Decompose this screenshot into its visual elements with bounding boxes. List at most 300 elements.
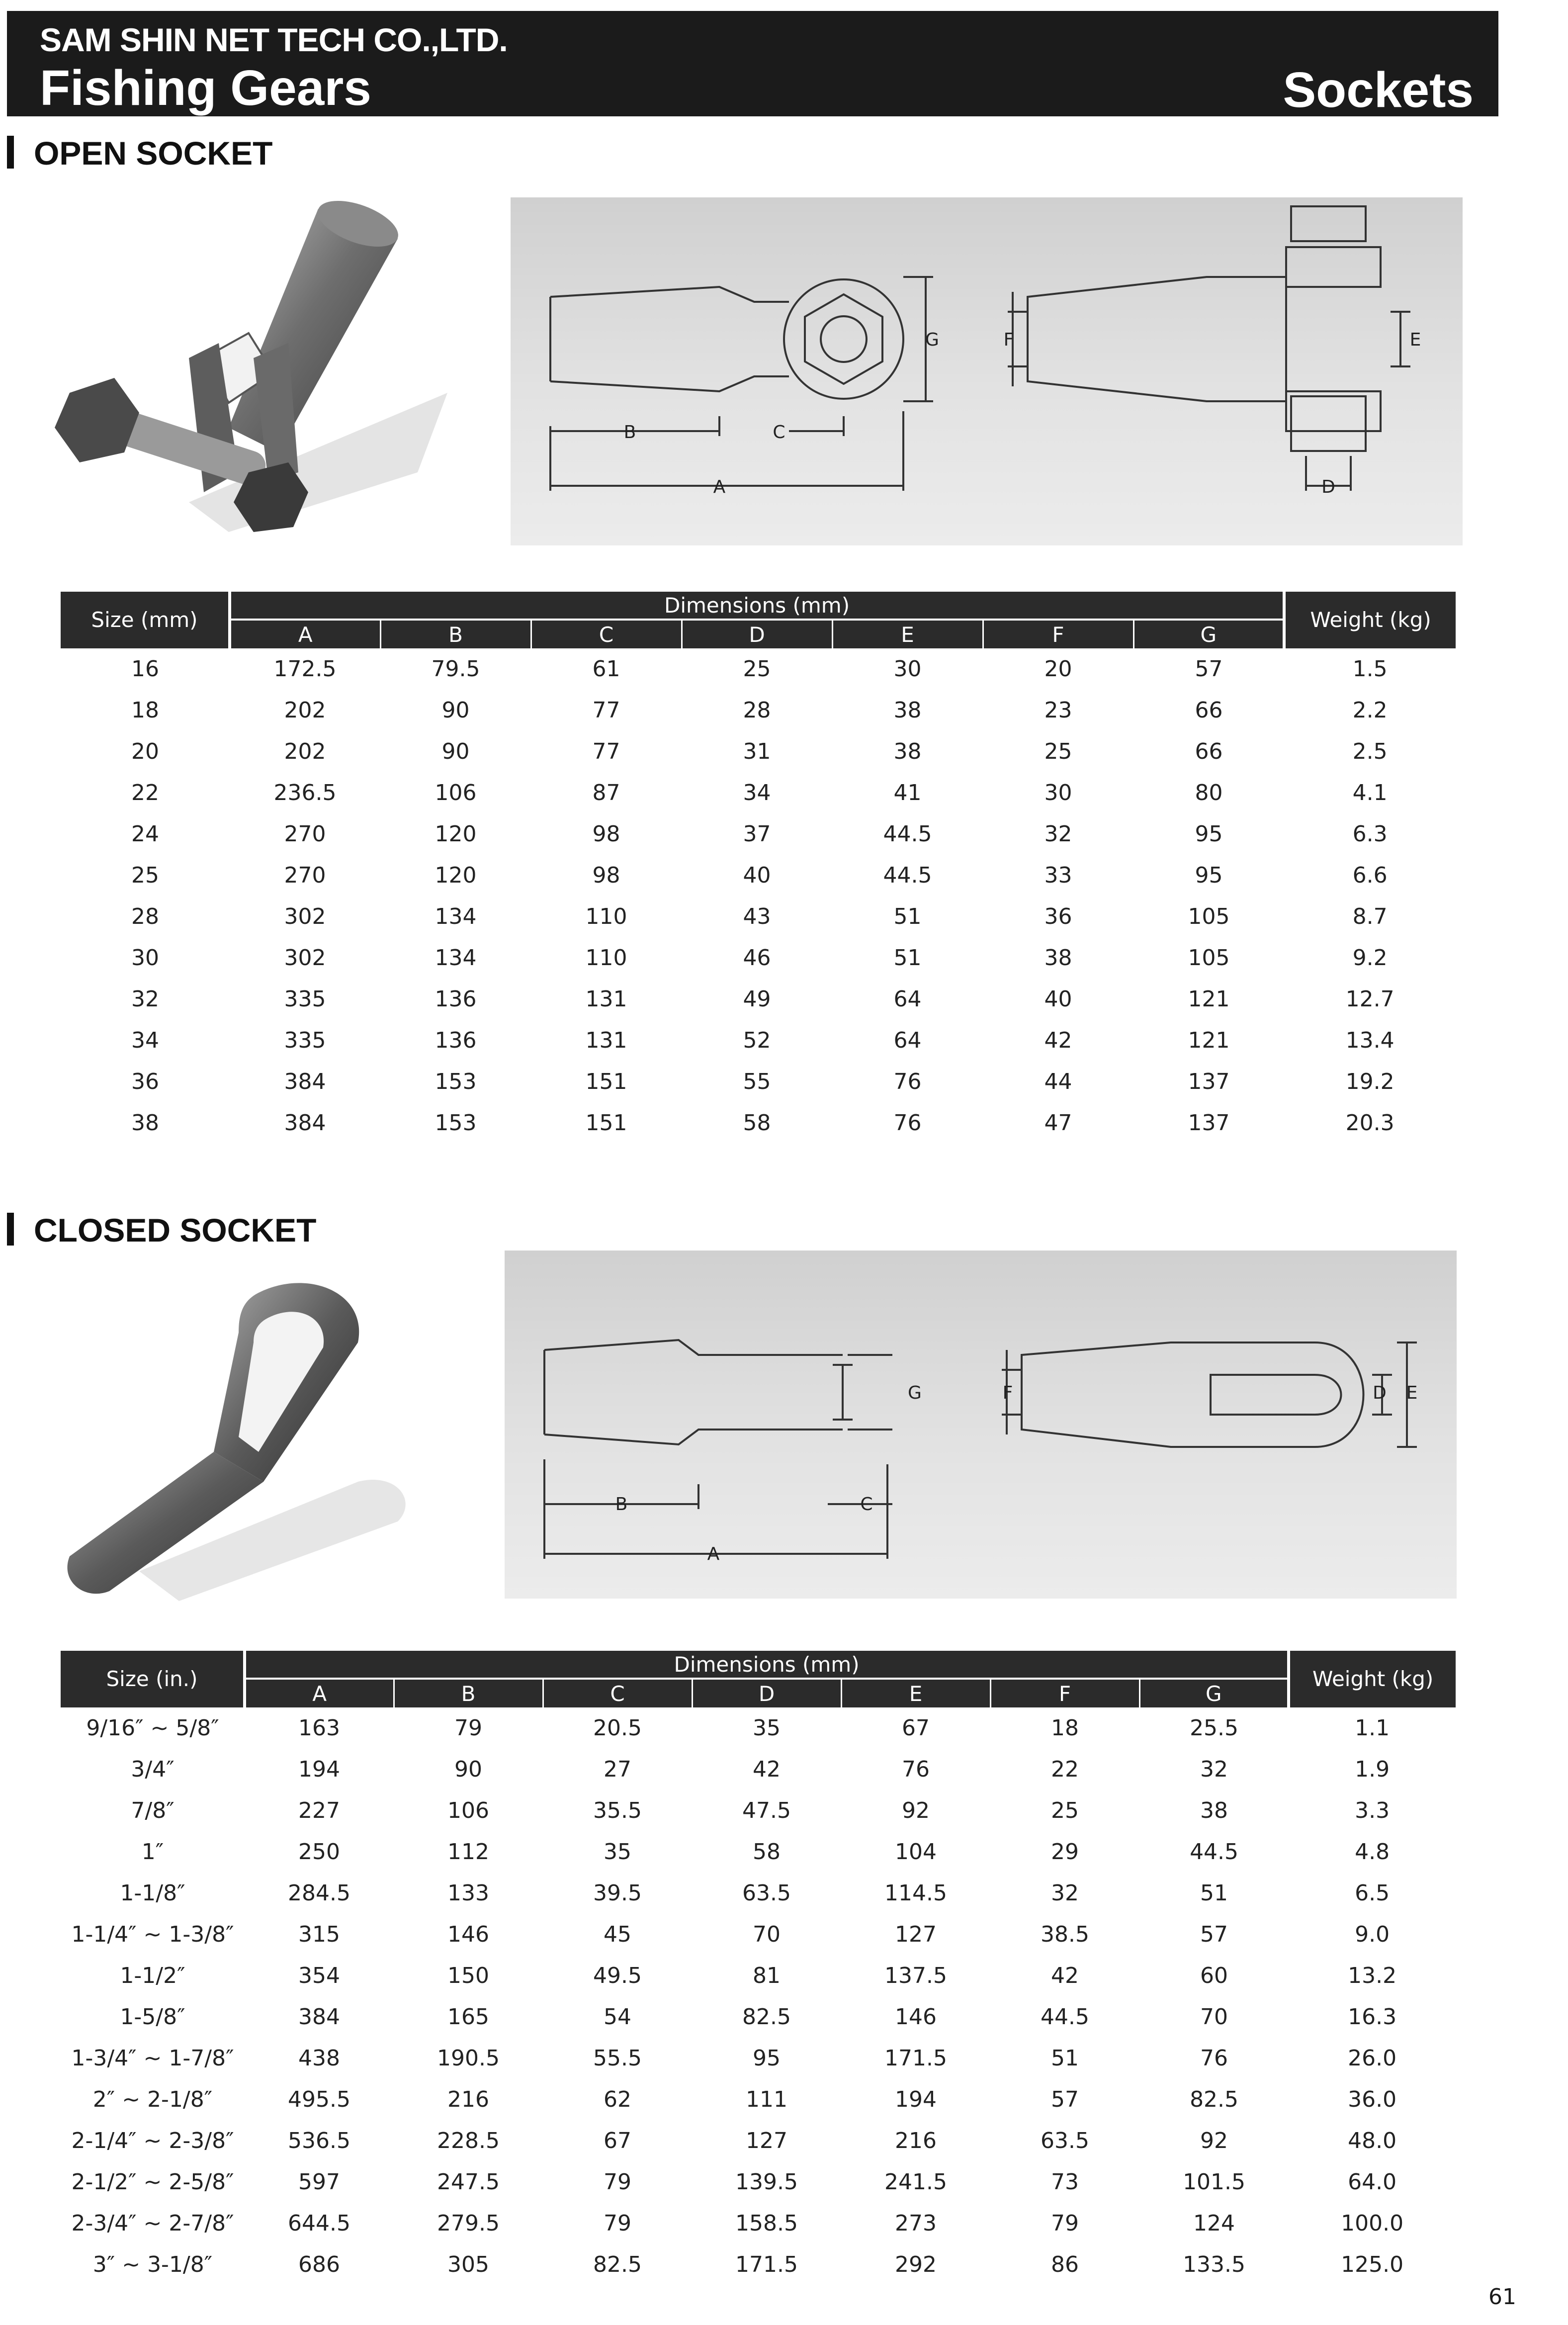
table-row xyxy=(61,1102,1456,1144)
table-row xyxy=(61,896,1456,937)
table-cell: 76 xyxy=(902,1757,930,1782)
weight-header: Weight (kg) xyxy=(1289,1651,1456,1707)
table-cell: 18 xyxy=(1051,1715,1079,1741)
closed-socket-title-text: CLOSED SOCKET xyxy=(34,1212,317,1249)
table-cell: 60 xyxy=(1200,1963,1228,1988)
table-cell: 2-1/2″ ~ 2-5/8″ xyxy=(71,2169,234,2195)
table-cell: 30 xyxy=(1044,780,1072,805)
open-socket-title-text: OPEN SOCKET xyxy=(34,135,273,172)
page-header xyxy=(7,11,1498,116)
table-cell: 16.3 xyxy=(1348,2004,1397,2030)
table-cell: 121 xyxy=(1188,986,1230,1012)
table-cell: 38 xyxy=(893,739,922,764)
table-cell: 98 xyxy=(592,863,620,888)
table-cell: 66 xyxy=(1195,739,1223,764)
table-cell: 95 xyxy=(753,2046,781,2071)
table-cell: 100.0 xyxy=(1341,2211,1404,2236)
table-cell: 67 xyxy=(604,2128,631,2153)
table-cell: 63.5 xyxy=(1041,2128,1089,2153)
table-cell: 51 xyxy=(1051,2046,1079,2071)
table-cell: 139.5 xyxy=(735,2169,798,2195)
table-cell: 20 xyxy=(1044,656,1072,682)
column-header: F xyxy=(983,620,1133,648)
open-socket-table xyxy=(61,592,1456,1144)
table-cell: 26.0 xyxy=(1348,2046,1397,2071)
dimensions-header: Dimensions (mm) xyxy=(245,1651,1289,1679)
table-cell: 120 xyxy=(435,821,477,847)
table-cell: 44.5 xyxy=(1041,2004,1089,2030)
table-cell: 270 xyxy=(284,821,326,847)
table-cell: 25 xyxy=(131,863,159,888)
table-cell: 146 xyxy=(447,1922,489,1947)
column-header: B xyxy=(394,1679,543,1707)
table-cell: 644.5 xyxy=(288,2211,350,2236)
table-cell: 335 xyxy=(284,1028,326,1053)
table-cell: 127 xyxy=(746,2128,787,2153)
table-row xyxy=(61,2120,1456,2161)
closed-socket-table-body xyxy=(61,1707,1456,2285)
table-cell: 67 xyxy=(902,1715,930,1741)
closed-socket-table xyxy=(61,1651,1456,2285)
dimensions-header: Dimensions (mm) xyxy=(230,592,1284,620)
table-cell: 153 xyxy=(435,1069,477,1094)
closed-socket-photo xyxy=(50,1273,428,1621)
table-cell: 82.5 xyxy=(742,2004,791,2030)
table-cell: 19.2 xyxy=(1345,1069,1394,1094)
table-row xyxy=(61,937,1456,979)
table-cell: 7/8″ xyxy=(131,1798,174,1823)
table-cell: 112 xyxy=(447,1839,489,1865)
product-line: Fishing Gears xyxy=(40,60,371,116)
table-cell: 194 xyxy=(298,1757,340,1782)
table-cell: 241.5 xyxy=(884,2169,947,2195)
column-header: E xyxy=(841,1679,990,1707)
table-cell: 38 xyxy=(131,1110,159,1136)
column-header: C xyxy=(543,1679,692,1707)
closed-label-a: A xyxy=(707,1544,720,1564)
table-cell: 105 xyxy=(1188,945,1230,971)
table-cell: 216 xyxy=(895,2128,937,2153)
table-cell: 90 xyxy=(454,1757,482,1782)
table-cell: 136 xyxy=(435,1028,477,1053)
table-cell: 6.6 xyxy=(1352,863,1388,888)
table-cell: 20 xyxy=(131,739,159,764)
table-cell: 384 xyxy=(298,2004,340,2030)
table-cell: 137 xyxy=(1188,1069,1230,1094)
closed-label-b: B xyxy=(615,1494,628,1515)
column-header: B xyxy=(380,620,531,648)
open-label-e: E xyxy=(1409,330,1421,350)
table-cell: 64 xyxy=(893,986,922,1012)
table-cell: 495.5 xyxy=(288,2087,350,2112)
table-cell: 31 xyxy=(743,739,771,764)
table-cell: 98 xyxy=(592,821,620,847)
table-cell: 131 xyxy=(585,1028,627,1053)
table-cell: 12.7 xyxy=(1345,986,1394,1012)
table-cell: 105 xyxy=(1188,904,1230,929)
table-cell: 228.5 xyxy=(437,2128,500,2153)
table-cell: 137 xyxy=(1188,1110,1230,1136)
table-cell: 58 xyxy=(743,1110,771,1136)
table-row xyxy=(61,855,1456,896)
table-cell: 55 xyxy=(743,1069,771,1094)
table-row xyxy=(61,1831,1456,1873)
table-cell: 36 xyxy=(1044,904,1072,929)
table-cell: 76 xyxy=(1200,2046,1228,2071)
product-category: Sockets xyxy=(1283,62,1474,118)
table-row xyxy=(61,731,1456,772)
table-cell: 1.1 xyxy=(1355,1715,1390,1741)
table-cell: 111 xyxy=(746,2087,787,2112)
table-cell: 87 xyxy=(592,780,620,805)
closed-label-g: G xyxy=(908,1383,922,1403)
table-cell: 250 xyxy=(298,1839,340,1865)
table-cell: 202 xyxy=(284,698,326,723)
table-cell: 76 xyxy=(893,1069,922,1094)
open-label-g: G xyxy=(925,330,939,350)
column-header: E xyxy=(832,620,983,648)
table-cell: 114.5 xyxy=(884,1880,947,1906)
table-cell: 44.5 xyxy=(1190,1839,1239,1865)
table-cell: 2.5 xyxy=(1352,739,1388,764)
section-marker xyxy=(7,136,14,169)
table-row xyxy=(61,690,1456,731)
table-cell: 51 xyxy=(1200,1880,1228,1906)
open-label-f: F xyxy=(1003,330,1014,350)
table-cell: 70 xyxy=(1200,2004,1228,2030)
table-cell: 77 xyxy=(592,739,620,764)
column-header: A xyxy=(230,620,380,648)
table-cell: 2.2 xyxy=(1352,698,1388,723)
table-cell: 37 xyxy=(743,821,771,847)
table-cell: 158.5 xyxy=(735,2211,798,2236)
table-cell: 151 xyxy=(585,1069,627,1094)
table-cell: 127 xyxy=(895,1922,937,1947)
table-cell: 384 xyxy=(284,1069,326,1094)
open-socket-photo xyxy=(40,194,467,552)
table-cell: 292 xyxy=(895,2252,937,2277)
table-cell: 54 xyxy=(604,2004,631,2030)
table-cell: 29 xyxy=(1051,1839,1079,1865)
table-cell: 284.5 xyxy=(288,1880,350,1906)
table-cell: 4.8 xyxy=(1355,1839,1390,1865)
column-header: G xyxy=(1133,620,1284,648)
table-cell: 6.3 xyxy=(1352,821,1388,847)
table-cell: 236.5 xyxy=(273,780,337,805)
table-cell: 1-1/8″ xyxy=(120,1880,185,1906)
table-cell: 32 xyxy=(1044,821,1072,847)
section-marker xyxy=(7,1213,14,1246)
table-cell: 9/16″ ~ 5/8″ xyxy=(86,1715,219,1741)
table-cell: 81 xyxy=(753,1963,781,1988)
table-cell: 38 xyxy=(1044,945,1072,971)
table-cell: 22 xyxy=(131,780,159,805)
closed-label-e: E xyxy=(1406,1383,1418,1403)
table-cell: 536.5 xyxy=(288,2128,350,2153)
table-cell: 57 xyxy=(1051,2087,1079,2112)
closed-socket-title xyxy=(7,1211,316,1249)
table-cell: 216 xyxy=(447,2087,489,2112)
table-row xyxy=(61,648,1456,690)
page-number: 61 xyxy=(1488,2284,1516,2310)
table-cell: 1-1/4″ ~ 1-3/8″ xyxy=(71,1922,234,1947)
table-cell: 121 xyxy=(1188,1028,1230,1053)
table-cell: 20.5 xyxy=(593,1715,642,1741)
table-cell: 9.2 xyxy=(1352,945,1388,971)
table-cell: 133 xyxy=(447,1880,489,1906)
table-cell: 42 xyxy=(753,1757,781,1782)
table-cell: 101.5 xyxy=(1183,2169,1246,2195)
table-cell: 133.5 xyxy=(1183,2252,1246,2277)
table-cell: 35.5 xyxy=(593,1798,642,1823)
table-cell: 6.5 xyxy=(1355,1880,1390,1906)
open-label-b: B xyxy=(623,422,636,443)
table-row xyxy=(61,1914,1456,1955)
table-cell: 38.5 xyxy=(1041,1922,1089,1947)
table-cell: 1.9 xyxy=(1355,1757,1390,1782)
table-cell: 63.5 xyxy=(742,1880,791,1906)
table-cell: 134 xyxy=(435,945,477,971)
table-cell: 35 xyxy=(753,1715,781,1741)
table-cell: 82.5 xyxy=(593,2252,642,2277)
table-cell: 64.0 xyxy=(1348,2169,1397,2195)
table-cell: 42 xyxy=(1044,1028,1072,1053)
table-cell: 44 xyxy=(1044,1069,1072,1094)
table-cell: 49 xyxy=(743,986,771,1012)
closed-socket-drawing xyxy=(505,1251,1457,1599)
open-socket-drawing xyxy=(511,197,1463,545)
table-cell: 270 xyxy=(284,863,326,888)
table-row xyxy=(61,1955,1456,1996)
column-header: F xyxy=(990,1679,1139,1707)
table-cell: 79 xyxy=(1051,2211,1079,2236)
table-cell: 1″ xyxy=(141,1839,164,1865)
table-cell: 73 xyxy=(1051,2169,1079,2195)
table-cell: 30 xyxy=(131,945,159,971)
table-cell: 171.5 xyxy=(735,2252,798,2277)
table-cell: 354 xyxy=(298,1963,340,1988)
table-row xyxy=(61,1873,1456,1914)
table-row xyxy=(61,2203,1456,2244)
table-cell: 153 xyxy=(435,1110,477,1136)
table-row xyxy=(61,979,1456,1020)
table-cell: 51 xyxy=(893,904,922,929)
table-cell: 302 xyxy=(284,904,326,929)
table-cell: 134 xyxy=(435,904,477,929)
table-cell: 77 xyxy=(592,698,620,723)
table-cell: 202 xyxy=(284,739,326,764)
table-cell: 79.5 xyxy=(431,656,480,682)
table-row xyxy=(61,2161,1456,2203)
table-cell: 125.0 xyxy=(1341,2252,1404,2277)
table-cell: 79 xyxy=(604,2169,631,2195)
table-cell: 47 xyxy=(1044,1110,1072,1136)
table-cell: 86 xyxy=(1051,2252,1079,2277)
table-cell: 315 xyxy=(298,1922,340,1947)
table-cell: 597 xyxy=(298,2169,340,2195)
table-cell: 33 xyxy=(1044,863,1072,888)
table-cell: 194 xyxy=(895,2087,937,2112)
table-row xyxy=(61,2244,1456,2285)
table-cell: 1.5 xyxy=(1352,656,1388,682)
table-cell: 384 xyxy=(284,1110,326,1136)
table-cell: 165 xyxy=(447,2004,489,2030)
table-row xyxy=(61,1790,1456,1831)
table-cell: 106 xyxy=(435,780,477,805)
table-cell: 131 xyxy=(585,986,627,1012)
table-cell: 90 xyxy=(441,739,470,764)
table-cell: 79 xyxy=(604,2211,631,2236)
table-cell: 3/4″ xyxy=(131,1757,174,1782)
table-cell: 95 xyxy=(1195,821,1223,847)
table-row xyxy=(61,1020,1456,1061)
closed-label-d: D xyxy=(1373,1383,1387,1403)
table-cell: 171.5 xyxy=(884,2046,947,2071)
size-header: Size (mm) xyxy=(61,592,230,648)
company-name: SAM SHIN NET TECH CO.,LTD. xyxy=(40,21,508,58)
table-cell: 9.0 xyxy=(1355,1922,1390,1947)
table-cell: 18 xyxy=(131,698,159,723)
table-cell: 47.5 xyxy=(742,1798,791,1823)
table-cell: 38 xyxy=(893,698,922,723)
table-cell: 32 xyxy=(1200,1757,1228,1782)
table-cell: 25 xyxy=(1051,1798,1079,1823)
table-cell: 57 xyxy=(1200,1922,1228,1947)
table-cell: 136 xyxy=(435,986,477,1012)
weight-header: Weight (kg) xyxy=(1284,592,1456,648)
column-header: A xyxy=(245,1679,394,1707)
table-cell: 43 xyxy=(743,904,771,929)
table-cell: 104 xyxy=(895,1839,937,1865)
closed-label-f: F xyxy=(1002,1383,1013,1403)
table-cell: 335 xyxy=(284,986,326,1012)
column-header: D xyxy=(692,1679,841,1707)
table-cell: 247.5 xyxy=(437,2169,500,2195)
table-row xyxy=(61,772,1456,813)
table-cell: 27 xyxy=(604,1757,631,1782)
table-cell: 227 xyxy=(298,1798,340,1823)
column-header: G xyxy=(1139,1679,1289,1707)
table-cell: 120 xyxy=(435,863,477,888)
table-cell: 40 xyxy=(743,863,771,888)
table-cell: 44.5 xyxy=(883,821,932,847)
table-cell: 172.5 xyxy=(273,656,337,682)
table-cell: 49.5 xyxy=(593,1963,642,1988)
table-cell: 25 xyxy=(743,656,771,682)
table-row xyxy=(61,1061,1456,1102)
table-cell: 64 xyxy=(893,1028,922,1053)
table-cell: 45 xyxy=(604,1922,631,1947)
table-cell: 62 xyxy=(604,2087,631,2112)
table-cell: 55.5 xyxy=(593,2046,642,2071)
table-cell: 58 xyxy=(753,1839,781,1865)
table-row xyxy=(61,2038,1456,2079)
table-cell: 273 xyxy=(895,2211,937,2236)
table-cell: 13.4 xyxy=(1345,1028,1394,1053)
table-cell: 95 xyxy=(1195,863,1223,888)
table-cell: 34 xyxy=(131,1028,159,1053)
table-row xyxy=(61,1749,1456,1790)
table-cell: 36.0 xyxy=(1348,2087,1397,2112)
table-cell: 3″ ~ 3-1/8″ xyxy=(92,2252,213,2277)
table-cell: 20.3 xyxy=(1345,1110,1394,1136)
table-cell: 32 xyxy=(1051,1880,1079,1906)
table-cell: 686 xyxy=(298,2252,340,2277)
table-cell: 92 xyxy=(902,1798,930,1823)
table-cell: 190.5 xyxy=(437,2046,500,2071)
table-cell: 1-3/4″ ~ 1-7/8″ xyxy=(71,2046,234,2071)
open-socket-table-body xyxy=(61,648,1456,1144)
table-cell: 66 xyxy=(1195,698,1223,723)
table-cell: 146 xyxy=(895,2004,937,2030)
table-cell: 51 xyxy=(893,945,922,971)
open-socket-title xyxy=(7,134,272,172)
table-cell: 13.2 xyxy=(1348,1963,1397,1988)
open-label-d: D xyxy=(1321,477,1335,497)
table-cell: 8.7 xyxy=(1352,904,1388,929)
table-cell: 39.5 xyxy=(593,1880,642,1906)
table-cell: 40 xyxy=(1044,986,1072,1012)
open-label-a: A xyxy=(713,477,726,497)
table-cell: 25 xyxy=(1044,739,1072,764)
table-cell: 76 xyxy=(893,1110,922,1136)
table-cell: 57 xyxy=(1195,656,1223,682)
table-cell: 44.5 xyxy=(883,863,932,888)
closed-label-c: C xyxy=(860,1494,873,1515)
table-cell: 30 xyxy=(893,656,922,682)
table-cell: 16 xyxy=(131,656,159,682)
table-cell: 52 xyxy=(743,1028,771,1053)
table-cell: 22 xyxy=(1051,1757,1079,1782)
table-cell: 2-3/4″ ~ 2-7/8″ xyxy=(71,2211,234,2236)
table-cell: 61 xyxy=(592,656,620,682)
table-cell: 28 xyxy=(743,698,771,723)
table-cell: 34 xyxy=(743,780,771,805)
table-row xyxy=(61,1996,1456,2038)
table-cell: 163 xyxy=(298,1715,340,1741)
table-cell: 32 xyxy=(131,986,159,1012)
table-cell: 3.3 xyxy=(1355,1798,1390,1823)
table-cell: 35 xyxy=(604,1839,631,1865)
table-cell: 151 xyxy=(585,1110,627,1136)
table-cell: 70 xyxy=(753,1922,781,1947)
table-cell: 80 xyxy=(1195,780,1223,805)
table-cell: 42 xyxy=(1051,1963,1079,1988)
table-cell: 110 xyxy=(585,945,627,971)
table-cell: 4.1 xyxy=(1352,780,1388,805)
table-cell: 36 xyxy=(131,1069,159,1094)
table-cell: 46 xyxy=(743,945,771,971)
table-cell: 79 xyxy=(454,1715,482,1741)
table-cell: 1-1/2″ xyxy=(120,1963,185,1988)
table-cell: 137.5 xyxy=(884,1963,947,1988)
table-cell: 24 xyxy=(131,821,159,847)
table-cell: 110 xyxy=(585,904,627,929)
table-cell: 48.0 xyxy=(1348,2128,1397,2153)
open-label-c: C xyxy=(773,422,785,443)
table-cell: 2″ ~ 2-1/8″ xyxy=(92,2087,213,2112)
table-cell: 305 xyxy=(447,2252,489,2277)
column-header: D xyxy=(682,620,832,648)
table-cell: 302 xyxy=(284,945,326,971)
table-cell: 41 xyxy=(893,780,922,805)
table-cell: 106 xyxy=(447,1798,489,1823)
size-header: Size (in.) xyxy=(61,1651,245,1707)
table-cell: 438 xyxy=(298,2046,340,2071)
table-cell: 25.5 xyxy=(1190,1715,1239,1741)
table-cell: 82.5 xyxy=(1190,2087,1239,2112)
table-row xyxy=(61,813,1456,855)
